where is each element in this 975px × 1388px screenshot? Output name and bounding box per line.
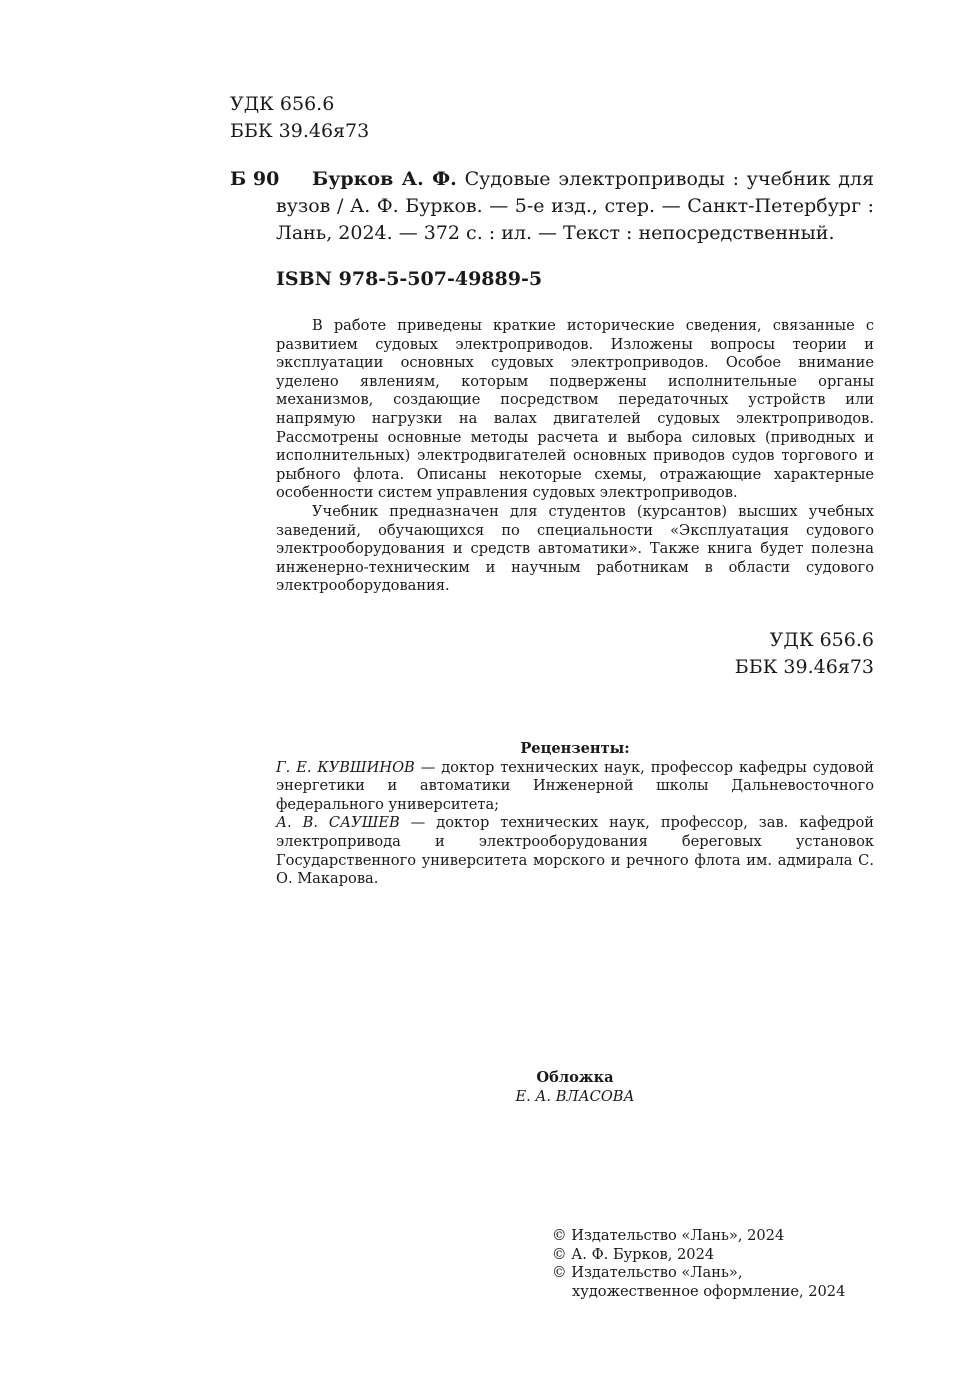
record-author: Бурков А. Ф.: [312, 168, 457, 190]
bibliographic-record: [276, 166, 874, 247]
annotation-paragraph: Учебник предназначен для студентов (курсантов) высших учебных заведений, обучающихся по специальности «Эксплуатация судового электрооборудования и средств автоматики». Также книга будет полезна инженерно-техническим и научным работникам в области судового электрооборудования.: [276, 502, 874, 595]
reviewers-section: [276, 740, 874, 889]
author-index: Б 90: [230, 168, 280, 190]
copyright-line: © Издательство «Лань», 2024: [552, 1227, 785, 1244]
copyright-line: © Издательство «Лань»,: [552, 1264, 743, 1282]
bbk-code: ББК 39.46я73: [734, 656, 874, 678]
cover-heading: Обложка: [536, 1069, 614, 1086]
annotation-paragraph: В работе приведены краткие исторические сведения, связанные с развитием судовых электроприводов. Изложены вопросы теории и эксплуатации основных судовых электроприводов. Особое внимание уделено явлениям, которым подвержены исполнительные органы механизмов, создающие посредством передаточных устройств или напрямую нагрузки на валах двигателей судовых электроприводов. Рассмотрены основные методы расчета и выбора силовых (приводных и исполнительных) электродвигателей основных приводов судов торгового и рыбного флота. Описаны некоторые схемы, отражающие характерные особенности систем управления судовых электроприводов.: [276, 317, 874, 502]
udk-code: УДК 656.6: [769, 629, 874, 651]
reviewer-entry: [276, 759, 874, 815]
reviewers-heading: Рецензенты:: [520, 740, 630, 757]
isbn: ISBN 978-5-507-49889-5: [276, 268, 543, 290]
reviewer-name: А. В. САУШЕВ: [276, 814, 400, 832]
classification-codes-top: [230, 91, 369, 145]
reviewer-name: Г. Е. КУВШИНОВ: [276, 758, 415, 776]
cover-credit: [276, 1069, 874, 1106]
copyright-block: [552, 1227, 845, 1301]
bbk-code: ББК 39.46я73: [230, 120, 370, 142]
classification-codes-bottom: [735, 627, 874, 681]
copyright-line: © А. Ф. Бурков, 2024: [552, 1245, 715, 1263]
copyright-line: художественное оформление, 2024: [572, 1282, 846, 1300]
annotation: [276, 317, 874, 596]
record-description: Судовые электроприводы : учебник для вузов / А. Ф. Бурков. — 5-е изд., стер. — Санкт-Петербург : Лань, 2024. — 372 с. : ил. — Текст : непосредственный.: [276, 168, 874, 244]
reviewer-details: — доктор технических наук, профессор кафедры судовой энергетики и автоматики Инженерной школы Дальневосточного федерального университета;: [276, 758, 875, 813]
reviewer-entry: [276, 814, 874, 888]
reviewer-details: — доктор технических наук, профессор, зав. кафедрой электропривода и электрооборудования береговых установок Государственного университета морского и речного флота им. адмирала С. О. Макарова.: [276, 814, 874, 888]
cover-artist: Е. А. ВЛАСОВА: [515, 1087, 635, 1105]
udk-code: УДК 656.6: [230, 93, 335, 115]
